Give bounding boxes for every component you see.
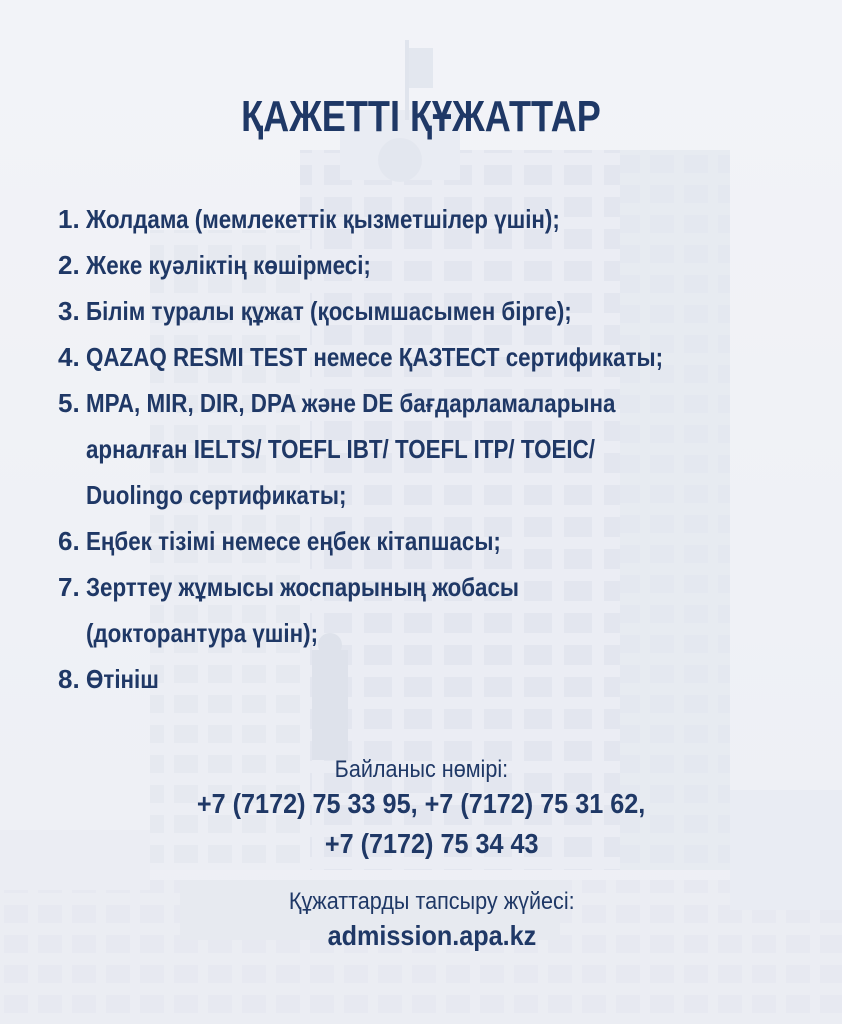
item-text xyxy=(86,196,818,242)
document-list-item xyxy=(58,380,818,518)
document-list-item xyxy=(58,288,818,334)
document-list-item xyxy=(58,656,818,702)
item-text-line: (докторантура үшін); xyxy=(86,618,319,648)
document-list-item xyxy=(58,242,818,288)
item-text-line: QAZAQ RESMI TEST немесе ҚАЗТЕСТ сертификаты; xyxy=(86,342,664,372)
admission-website-link[interactable]: admission.apa.kz xyxy=(327,920,537,951)
item-number: 3. xyxy=(58,296,80,326)
phone-numbers-line-2: +7 (7172) 75 34 43 xyxy=(325,828,539,859)
required-documents-list xyxy=(58,196,818,702)
item-number: 8. xyxy=(58,664,80,694)
item-text-line: Зерттеу жұмысы жоспарының жобасы xyxy=(86,572,520,602)
item-text xyxy=(86,656,818,702)
item-text xyxy=(86,242,818,288)
item-number: 1. xyxy=(58,204,80,234)
item-number: 2. xyxy=(58,250,80,280)
document-list-item xyxy=(58,334,818,380)
item-text-line: MPA, MIR, DIR, DPA және DE бағдарламаларына xyxy=(86,388,616,418)
page-title: ҚАЖЕТТІ ҚҰЖАТТАР xyxy=(241,92,601,141)
item-text-line: Білім туралы құжат (қосымшасымен бірге); xyxy=(86,296,572,326)
item-text-line: арналған IELTS/ TOEFL IBT/ TOEFL ITP/ TOEIC/ xyxy=(86,434,595,464)
item-text-line: Жолдама (мемлекеттік қызметшілер үшін); xyxy=(86,204,560,234)
phone-numbers-line-1: +7 (7172) 75 33 95, +7 (7172) 75 31 62, xyxy=(196,788,646,819)
item-text-line: Duolingo сертификаты; xyxy=(86,480,347,510)
item-text xyxy=(86,334,818,380)
contact-label: Байланыс нөмірі: xyxy=(334,756,508,783)
item-number: 5. xyxy=(58,388,80,418)
document-list-item xyxy=(58,518,818,564)
item-text xyxy=(86,288,818,334)
document-list-item xyxy=(58,196,818,242)
item-number: 4. xyxy=(58,342,80,372)
item-text xyxy=(86,380,818,518)
item-text-line: Өтініш xyxy=(86,664,159,694)
document-list-item xyxy=(58,564,818,656)
item-text-line: Еңбек тізімі немесе еңбек кітапшасы; xyxy=(86,526,501,556)
item-text xyxy=(86,564,818,656)
item-number: 7. xyxy=(58,572,80,602)
item-text xyxy=(86,518,818,564)
item-text-line: Жеке куәліктің көшірмесі; xyxy=(86,250,371,280)
item-number: 6. xyxy=(58,526,80,556)
submission-system-label: Құжаттарды тапсыру жүйесі: xyxy=(289,888,575,915)
